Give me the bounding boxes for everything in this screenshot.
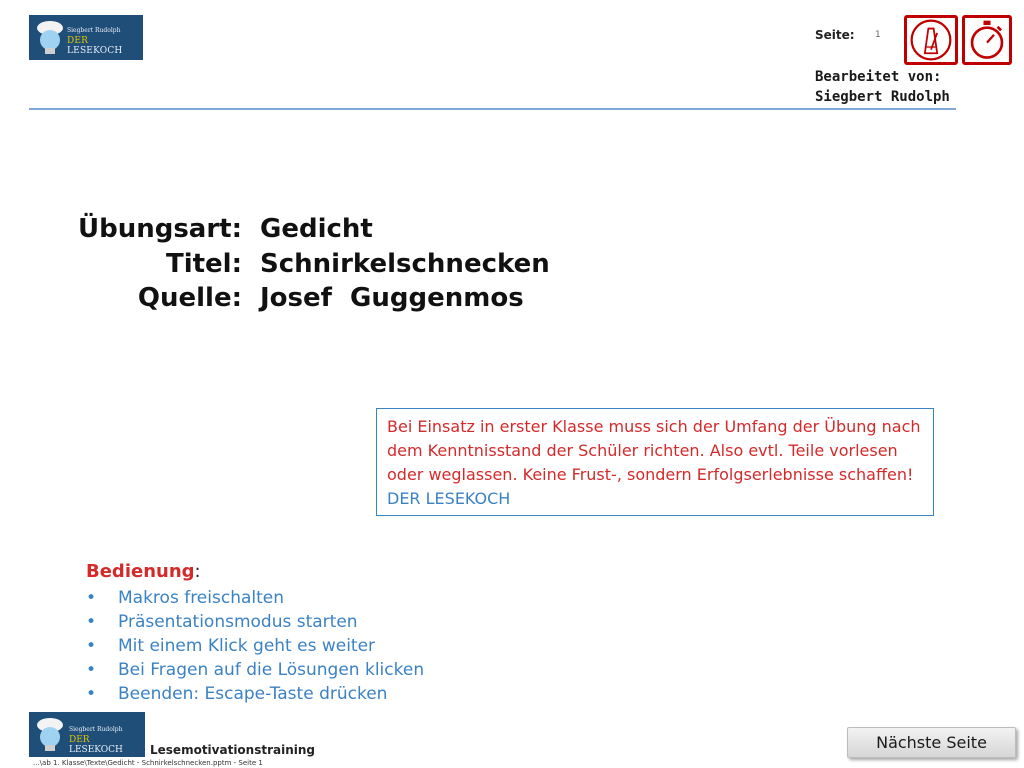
meta-source-row — [70, 281, 550, 316]
meta-source-value: Josef Guggenmos — [260, 283, 524, 314]
meta-type-value: Gedicht — [260, 214, 373, 245]
footer-title: Lesemotivationstraining — [150, 743, 316, 757]
meta-title-value: Schnirkelschnecken — [260, 248, 550, 279]
editor-info — [815, 67, 950, 107]
lesekoch-logo — [29, 15, 143, 60]
instructions-title: Bedienung: — [86, 561, 201, 582]
list-item: • Präsentationsmodus starten — [86, 612, 358, 632]
teacher-note — [376, 408, 934, 516]
note-text: Bei Einsatz in erster Klasse muss sich der Umfang der Übung nach dem Kenntnisstand der Schüler richten. Also evtl. Teile vorlesen oder weglassen. Keine Frust-, sondern Erfolgserlebnisse schaffen! — [387, 417, 921, 484]
page-number: 1 — [875, 30, 881, 40]
editor-name: Siegbert Rudolph — [815, 89, 950, 105]
meta-title-row — [70, 247, 550, 282]
metronome-icon — [907, 18, 955, 62]
chef-bulb-icon — [33, 19, 67, 57]
metronome-button[interactable] — [904, 15, 958, 65]
logo-author: Siegbert Rudolph — [67, 27, 121, 34]
next-page-button[interactable]: Nächste Seite — [847, 727, 1016, 758]
list-item: • Bei Fragen auf die Lösungen klicken — [86, 660, 425, 680]
list-item: • Makros freischalten — [86, 588, 285, 608]
meta-type-row — [70, 212, 550, 247]
stopwatch-button[interactable] — [962, 15, 1012, 65]
note-brand: DER LESEKOCH — [387, 489, 511, 508]
footer-logo-author: Siegbert Rudolph — [69, 726, 123, 733]
footer-logo — [29, 712, 145, 757]
list-item: • Mit einem Klick geht es weiter — [86, 636, 376, 656]
list-item: • Beenden: Escape-Taste drücken — [86, 684, 388, 704]
instructions-list — [86, 586, 424, 706]
stopwatch-icon — [965, 18, 1009, 62]
meta-type-key: Übungsart: — [77, 214, 242, 245]
meta-source-key: Quelle: — [137, 283, 242, 314]
header-divider — [29, 108, 956, 110]
meta-title-key: Titel: — [165, 248, 242, 279]
exercise-meta — [70, 212, 550, 316]
editor-label: Bearbeitet von: — [815, 69, 942, 85]
footer-file-path: ...\ab 1. Klasse\Texte\Gedicht - Schnirkelschnecken.pptm - Seite 1 — [33, 759, 263, 767]
logo-brand: DER LESEKOCH — [67, 36, 123, 56]
chef-bulb-icon — [33, 716, 67, 754]
page-label: Seite: — [815, 28, 855, 42]
footer-logo-brand: DER LESEKOCH — [69, 735, 123, 755]
